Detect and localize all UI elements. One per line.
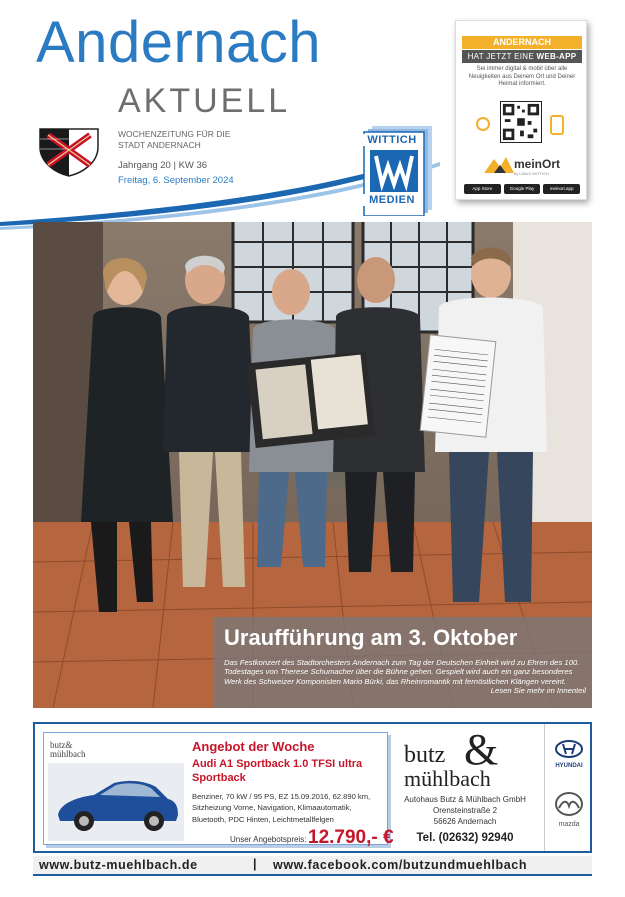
app-store-badge[interactable]: App Store	[464, 184, 501, 194]
offer-model: Audi A1 Sportback 1.0 TFSI ultra Sportback	[192, 758, 363, 785]
newspaper-subtitle: AKTUELL	[118, 82, 291, 120]
dealer-phone[interactable]: Tel. (02632) 92940	[416, 832, 514, 844]
qr-code-icon[interactable]	[500, 101, 542, 143]
newspaper-title: Andernach	[36, 10, 322, 75]
webapp-info: Sei immer digital & mobil über alle Neuigkeiten aus Deinem Ort und Deiner Heimat informiert.	[468, 66, 576, 87]
footer-separator: |	[253, 857, 258, 871]
issue-date: Freitag, 6. September 2024	[118, 175, 234, 187]
hyundai-label: HYUNDAI	[555, 763, 583, 769]
webapp-headline-prefix: HAT JETZT EINE	[467, 52, 537, 61]
mazda-logo-icon	[553, 790, 585, 830]
masthead	[0, 0, 625, 222]
dealer-name: Autohaus Butz & Mühlbach GmbH	[404, 795, 526, 804]
dealer-small-logo-l2: mühlbach	[50, 748, 86, 759]
mazda-label: mazda	[558, 821, 580, 828]
phone-icon	[550, 115, 564, 135]
dealer-logo-l2: mühlbach	[404, 766, 491, 791]
medien-label: MEDIEN	[362, 194, 422, 206]
offer-card[interactable]	[43, 732, 394, 848]
web-app-badge[interactable]: meinort.app	[543, 184, 580, 194]
webapp-headline	[462, 50, 582, 63]
issue-number: Jahrgang 20 | KW 36	[118, 160, 208, 172]
webapp-city-badge: ANDERNACH	[462, 36, 582, 49]
offer-specs: Benziner, 70 kW / 95 PS, EZ 15.09.2016, 62.890 km, Sitzheizung Vorne, Navigation, Klimaautomatik, Bluetooth, PDC Hinten, Leichtmetallfelgen	[192, 792, 371, 824]
bell-icon	[476, 117, 490, 131]
meinort-by: by LINUS WITTICH	[514, 171, 549, 176]
facebook-link[interactable]: www.facebook.com/butzundmuehlbach	[273, 858, 528, 872]
dealer-small-logo	[50, 741, 86, 758]
cover-story[interactable]	[214, 617, 592, 708]
dealer-logo	[400, 725, 530, 791]
ad-footer	[33, 856, 592, 876]
google-play-badge[interactable]: Google Play	[504, 184, 541, 194]
cover-lead	[224, 658, 586, 696]
read-more-link[interactable]: Lesen Sie mehr im Innenteil	[490, 686, 586, 696]
offer-price: 12.790,- €	[308, 827, 394, 848]
tagline: WOCHENZEITUNG FÜR DIE STADT ANDERNACH	[118, 129, 231, 150]
dealer-advertisement[interactable]	[33, 722, 592, 853]
brand-logos	[544, 724, 592, 851]
webapp-promo[interactable]	[455, 20, 587, 200]
offer-title: Angebot der Woche	[192, 739, 315, 754]
dealer-small-logo-l1: butz&	[50, 740, 73, 750]
app-store-badges	[464, 184, 580, 194]
wittich-medien-logo	[362, 126, 434, 216]
cover-lead-text: Das Festkonzert des Stadtorchesters Andernach zum Tag der Deutschen Einheit wird zu Ehren des 100. Todestages von Therese Schumacher über die Bühne gehen. Gespielt wird auch ein ganz besonderes Werk des Schweizer Komponisten Mario Bürki, das Rheinromantik mit fernöstlichen Klängen vereint.	[224, 658, 580, 686]
website-link[interactable]: www.butz-muehlbach.de	[39, 858, 198, 872]
dealer-logo-amp: &	[464, 725, 499, 774]
dealer-street: Orensteinstraße 2	[432, 806, 498, 816]
wittich-label: WITTICH	[362, 134, 422, 146]
dealer-address	[403, 794, 527, 828]
price-label: Unser Angebotspreis:	[230, 835, 307, 844]
hyundai-logo-icon	[553, 738, 585, 770]
car-image	[48, 763, 184, 841]
webapp-headline-strong: WEB-APP	[536, 52, 577, 61]
meinort-brand: meinOrt	[514, 157, 561, 171]
dealer-logo-l1: butz	[404, 742, 446, 768]
dealer-city: 56626 Andernach	[433, 817, 497, 827]
cover-headline[interactable]: Uraufführung am 3. Oktober	[224, 625, 518, 650]
